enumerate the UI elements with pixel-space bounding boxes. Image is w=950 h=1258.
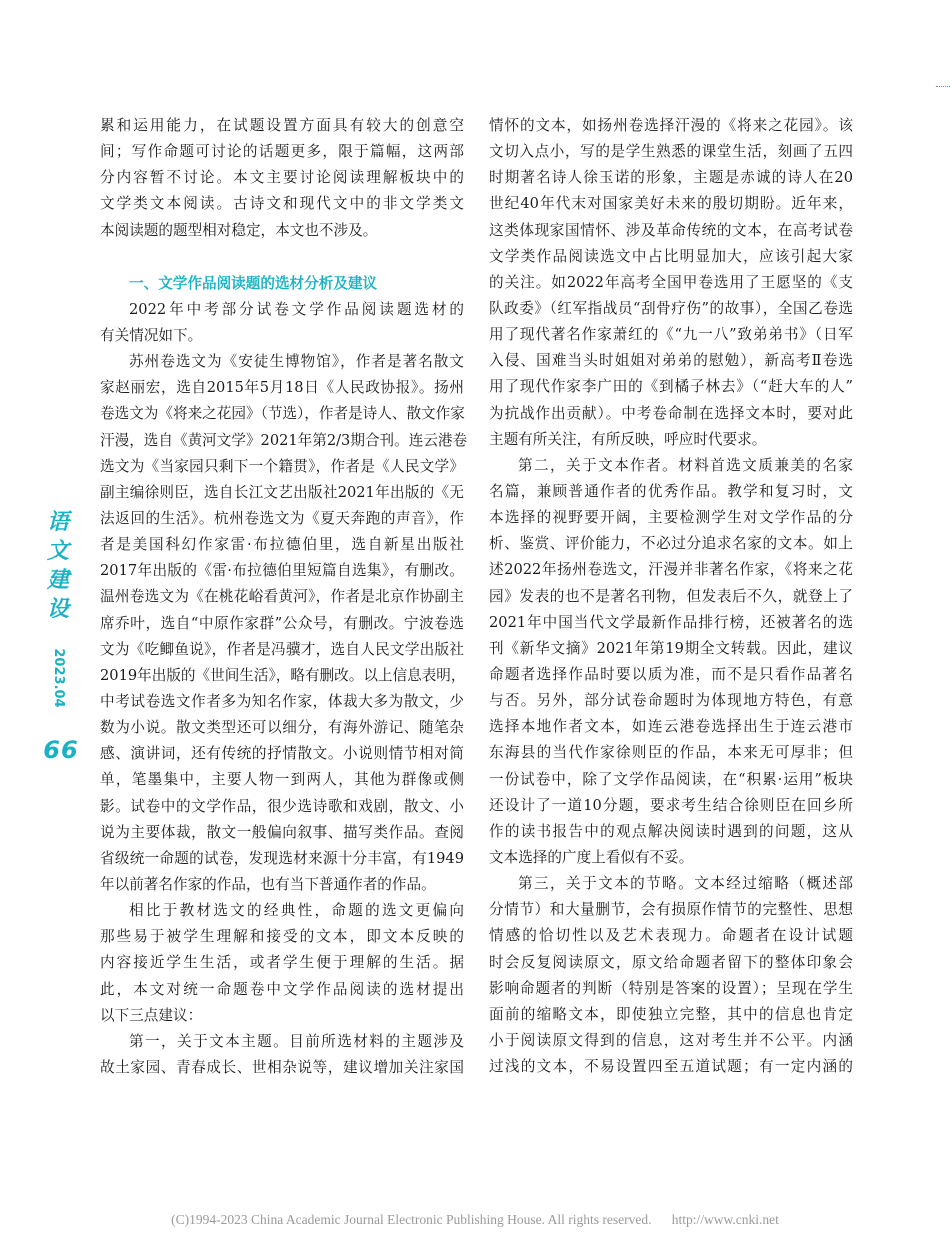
text-line: 东海县的当代作家徐则臣的作品，本来无可厚非；但 [489,744,853,762]
text-line: 析、鉴赏、评价能力，不必过分追求名家的文本。如上 [489,535,853,553]
text-line: 一份试卷中，除了文学作品阅读，在“积累·运用”板块 [489,770,853,788]
text-line: 副主编徐则臣，选自长江文艺出版社2021年出版的《无 [100,483,464,501]
text-line: 故土家园、青春成长、世相杂说等，建议增加关注家国 [100,1058,464,1076]
text-line: 2022年中考部分试卷文学作品阅读题选材的 [129,300,464,318]
text-line: 还设计了一道10分题，要求考生结合徐则臣在回乡所 [489,796,853,814]
text-line: 2019年出版的《世间生活》，略有删改。以上信息表明， [100,666,466,684]
text-line: 命题者选择作品时要以质为准，而不是只看作品著名 [489,665,853,683]
text-line: 卷选文为《将来之花园》（节选），作者是诗人、散文作家 [100,405,465,423]
text-line: 这类体现家国情怀、涉及革命传统的文本，在高考试卷 [489,221,853,239]
corner-mark [936,86,950,87]
left-column [100,113,468,1081]
text-line: 为抗战作出贡献）。中考卷命制在选择文本时，要对此 [489,404,853,422]
text-line: 累和运用能力，在试题设置方面具有较大的创意空 [100,117,464,134]
section-heading: 一、文学作品阅读题的选材分析及建议 [129,274,378,292]
text-line: 时期著名诗人徐玉诺的形象，主题是赤诚的诗人在20 [489,169,853,187]
text-line: 述2022年扬州卷选文，汗漫并非著名作家，《将来之花 [489,561,853,579]
text-line: 文学类文本阅读。古诗文和现代文中的非文学类文 [100,195,464,213]
text-line: 本阅读题的题型相对稳定，本文也不涉及。 [100,221,378,239]
text-line: 间；写作命题可讨论的话题更多，限于篇幅，这两部 [100,143,464,161]
text-line: 文切入点小，写的是学生熟悉的课堂生活，刻画了五四 [489,143,853,161]
brand-char: 建 [46,568,69,593]
journal-brand [36,508,80,624]
text-line: 的关注。如2022年高考全国甲卷选用了王愿坚的《支 [489,273,853,291]
text-line: 选择本地作者文本，如连云港卷选择出生于连云港市 [489,718,853,736]
text-line: 分内容暂不讨论。本文主要讨论阅读理解板块中的 [100,169,464,187]
text-line: 文本选择的广度上看似有不妥。 [489,848,694,866]
text-line: 文学类作品阅读选文中占比明显加大，应该引起大家 [489,247,853,265]
text-line: 用了现代作家李广田的《到橘子林去》（“赶大车的人” [489,378,853,396]
text-line: 家赵丽宏，选自2015年5月18日《人民政协报》。扬州 [100,379,464,397]
text-line: 选文为《当家园只剩下一个籍贯》，作者是《人民文学》 [100,457,464,475]
text-line: 数为小说。散文类型还可以细分，有海外游记、随笔杂 [100,719,464,737]
text-line: 单，笔墨集中，主要人物一到两人，其他为群像或侧 [100,771,464,789]
text-line: 情感的恰切性以及艺术表现力。命题者在设计试题 [489,927,853,945]
text-line: 苏州卷选文为《安徒生博物馆》，作者是著名散文 [129,353,464,371]
text-line: 有关情况如下。 [100,326,203,344]
text-line: 时会反复阅读原文，原文给命题者留下的整体印象会 [489,953,853,971]
issue-date: 2023.04 [51,648,66,708]
text-line: 省级统一命题的试卷，发现选材来源十分丰富，有1949 [100,849,464,867]
footer [0,1212,950,1228]
text-line: 法返回的生活》。杭州卷选文为《夏天奔跑的声音》，作 [100,509,464,527]
paragraph-gap [100,244,464,271]
text-line: 第一，关于文本主题。目前所选材料的主题涉及 [129,1032,464,1050]
text-line: 影响命题者的判断（特别是答案的设置）；呈现在学生 [489,979,853,997]
text-line: 2021年中国当代文学最新作品排行榜，还被著名的选 [489,613,853,631]
text-line: 刊《新华文摘》2021年第19期全文转载。因此，建议 [489,639,853,657]
text-line: 感、演讲词，还有传统的抒情散文。小说则情节相对简 [100,745,464,763]
brand-char: 语 [46,510,69,535]
text-line: 影。试卷中的文学作品，很少选诗歌和戏剧，散文、小 [100,797,464,815]
text-line: 说为主要体裁，散文一般偏向叙事、描写类作品。查阅 [100,823,464,841]
text-line: 面前的缩略文本，即使独立完整，其中的信息也肯定 [489,1005,853,1023]
text-line: 第三，关于文本的节略。文本经过缩略（概述部 [518,875,853,893]
page-number: 66 [43,736,79,764]
text-line: 相比于教材选文的经典性，命题的选文更偏向 [129,902,464,920]
text-line: 世纪40年代末对国家美好未来的殷切期盼。近年来， [489,195,853,213]
text-line: 年以前著名作家的作品，也有当下普通作者的作品。 [100,875,436,893]
text-line: 席乔叶，选自“中原作家群”公众号，有删改。宁波卷选 [100,614,464,632]
text-line: 2017年出版的《雷·布拉德伯里短篇自选集》，有删改。 [100,562,464,580]
text-line: 本选择的视野要开阔，主要检测学生对文学作品的分 [489,509,853,527]
text-line: 分情节）和大量删节，会有损原作情节的完整性、思想 [489,901,853,919]
brand-char: 设 [46,597,69,622]
text-line: 温州卷选文为《在桃花峪看黄河》，作者是北京作协副主 [100,588,464,606]
copyright-text: (C)1994-2023 China Academic Journal Electronic Publishing House. All rights reserved. [171,1212,652,1227]
text-line: 中考试卷选文作者多为知名作家，体裁大多为散文，少 [100,692,464,710]
text-line: 名篇，兼顾普通作者的优秀作品。教学和复习时，文 [489,482,853,500]
text-line: 小于阅读原文得到的信息，这对考生并不公平。内涵 [489,1031,853,1049]
text-line: 过浅的文本，不易设置四至五道试题；有一定内涵的 [489,1058,853,1076]
text-line: 与否。另外，部分试卷命题时为体现地方特色，有意 [489,692,853,710]
text-line: 作的读书报告中的观点解决阅读时遇到的问题，这从 [489,822,853,840]
text-line: 者是美国科幻作家雷·布拉德伯里，选自新星出版社 [100,536,464,554]
text-line: 队政委》（红军指战员“刮骨疗伤”的故事），全国乙卷选 [489,299,853,317]
text-line: 此，本文对统一命题卷中文学作品阅读的选材提出 [100,980,464,998]
right-column [489,113,853,1080]
text-line: 情怀的文本，如扬州卷选择汗漫的《将来之花园》。该 [489,117,853,134]
text-line: 那些易于被学生理解和接受的文本，即文本反映的 [100,928,464,946]
text-line: 文为《吃鲫鱼说》，作者是冯骥才，选自人民文学出版社 [100,640,464,658]
text-line: 主题有所关注，有所反映，呼应时代要求。 [489,430,767,448]
text-line: 内容接近学生生活，或者学生便于理解的生活。据 [100,954,464,972]
brand-char: 文 [46,539,69,564]
text-line: 第二，关于文本作者。材料首选文质兼美的名家 [518,456,853,474]
text-line: 汗漫，选自《黄河文学》2021年第2/3期合刊。连云港卷 [100,431,468,449]
text-line: 用了现代著名作家萧红的《“九一八”致弟弟书》（日军 [489,326,853,344]
footer-url[interactable]: http://www.cnki.net [671,1212,779,1227]
text-line: 园》发表的也不是著名刊物，但发表后不久，就登上了 [489,587,853,605]
text-line: 以下三点建议： [100,1006,203,1024]
text-line: 入侵、国难当头时姐姐对弟弟的慰勉），新高考Ⅱ卷选 [489,352,853,370]
